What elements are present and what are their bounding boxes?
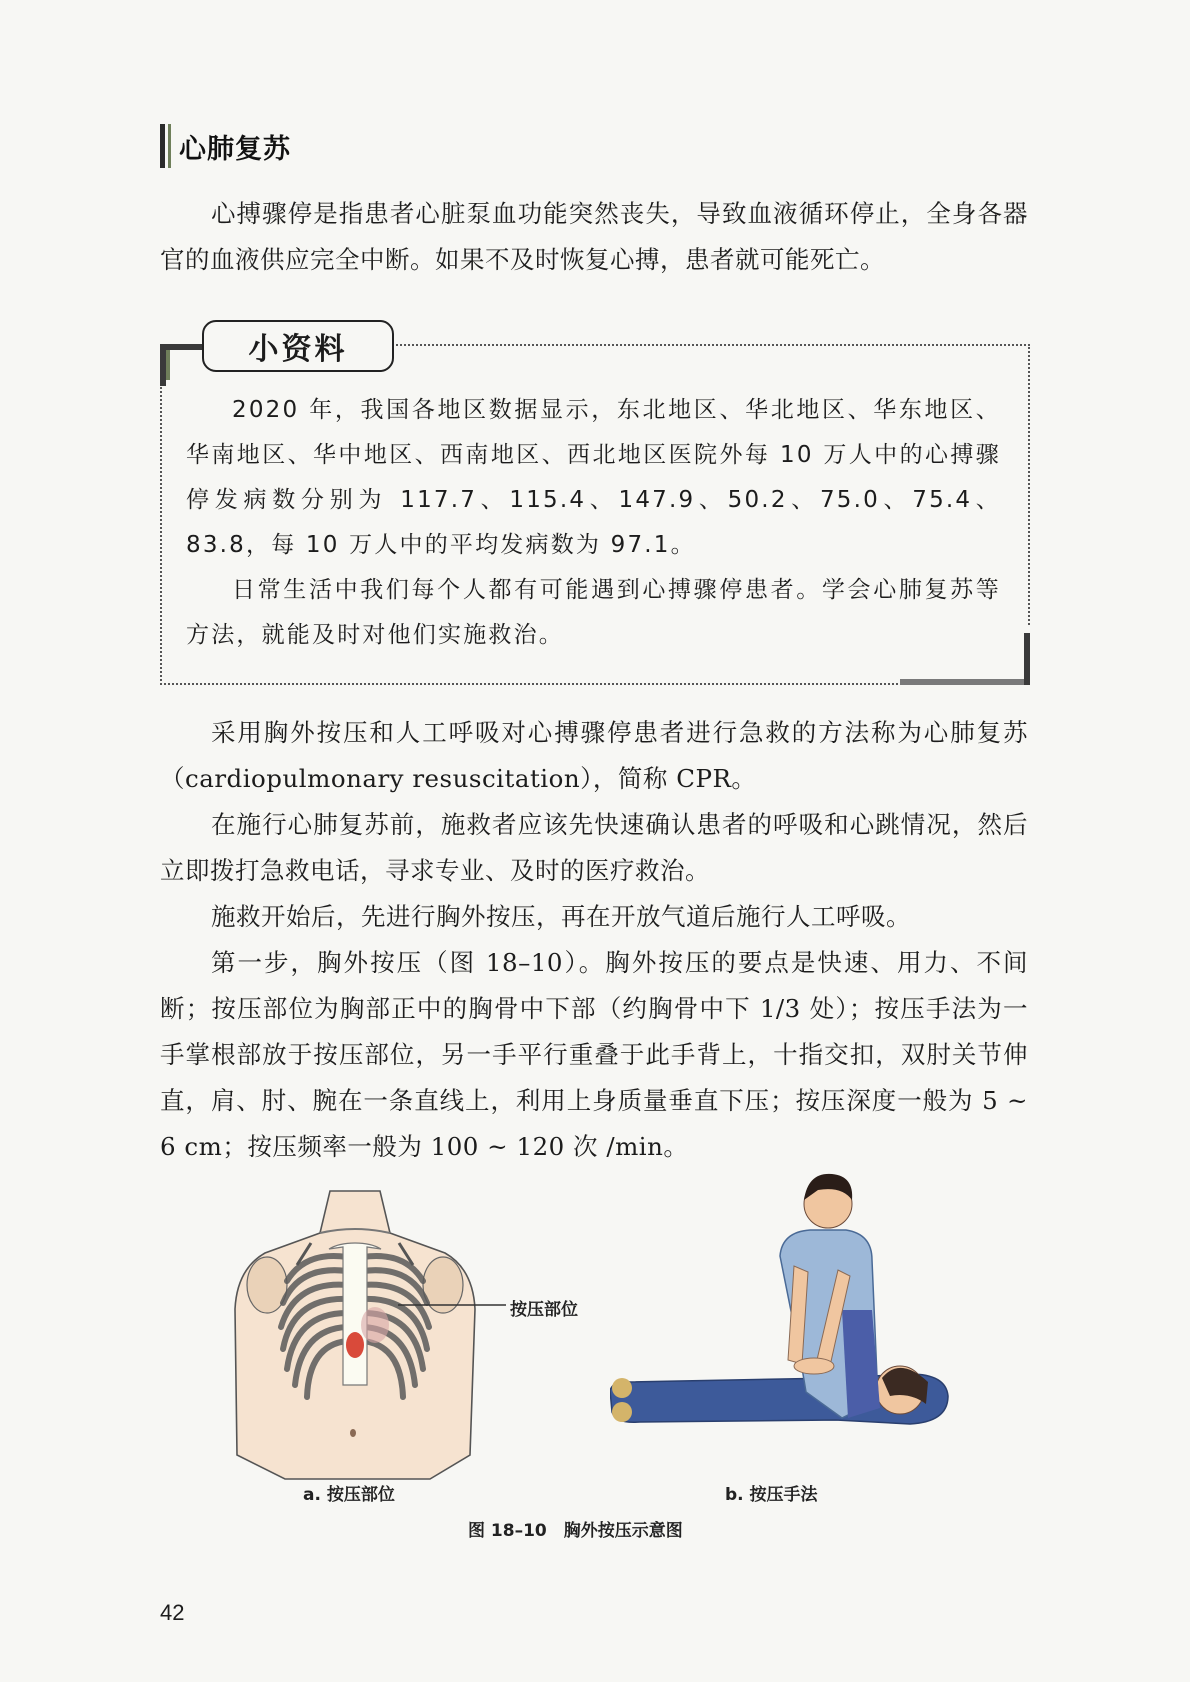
pointer-line (398, 1300, 508, 1310)
body-paragraph-3: 施救开始后，先进行胸外按压，再在开放气道后施行人工呼吸。 (211, 902, 911, 931)
caption-a: a. 按压部位 (303, 1485, 395, 1505)
info-box-body (186, 388, 1001, 658)
section-heading (160, 124, 291, 168)
info-box-label: 小资料 (202, 320, 394, 372)
body-paragraph-2: 在施行心肺复苏前，施救者应该先快速确认患者的呼吸和心跳情况，然后立即拨打急救电话，寻求专业、及时的医疗救治。 (160, 810, 1028, 885)
chest-illustration (225, 1185, 485, 1485)
figure-caption: 图 18–10 胸外按压示意图 (468, 1521, 683, 1541)
body-paragraph-4: 第一步，胸外按压（图 18–10）。胸外按压的要点是快速、用力、不间断；按压部位为胸部正中的胸骨中下部（约胸骨中下 1/3 处）；按压手法为一手掌根部放于按压部位，另一手平行重叠于此手背上，十指交扣，双肘关节伸直，肩、肘、腕在一条直线上，利用上身质量垂直下压；按压深度一般为 5 ~ 6 cm；按压频率一般为 100 ~ 120 次 /min。 (160, 948, 1028, 1161)
body-paragraph-1: 采用胸外按压和人工呼吸对心搏骤停患者进行急救的方法称为心肺复苏（cardiopulmonary resuscitation），简称 CPR。 (160, 718, 1028, 793)
section-title: 心肺复苏 (179, 133, 291, 165)
pointer-label: 按压部位 (510, 1300, 578, 1320)
info-box (160, 320, 1030, 685)
caption-b: b. 按压手法 (725, 1485, 818, 1505)
info-paragraph-1: 2020 年，我国各地区数据显示，东北地区、华北地区、华东地区、华南地区、华中地区、西南地区、西北地区医院外每 10 万人中的心搏骤停发病数分别为 117.7、115.4、147.9、50.2、75.0、75.4、83.8，每 10 万人中的平均发病数为 97.1。 (186, 397, 1001, 558)
cpr-illustration (610, 1160, 955, 1460)
page-number: 42 (160, 1600, 185, 1625)
heading-bar (160, 124, 165, 168)
heading-bar-accent (168, 124, 171, 168)
intro-paragraph: 心搏骤停是指患者心脏泵血功能突然丧失，导致血液循环停止，全身各器官的血液供应完全中断。如果不及时恢复心搏，患者就可能死亡。 (160, 199, 1028, 274)
info-paragraph-2: 日常生活中我们每个人都有可能遇到心搏骤停患者。学会心肺复苏等方法，就能及时对他们实施救治。 (186, 577, 1001, 648)
